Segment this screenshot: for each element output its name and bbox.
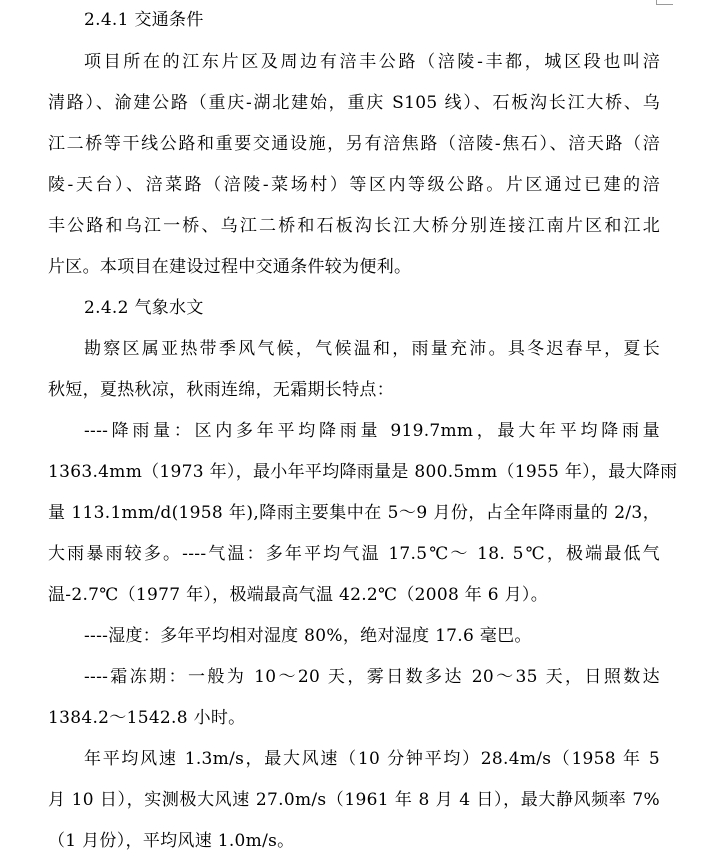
paragraph-line: 项目所在的江东片区及周边有涪丰公路（涪陵-丰都，城区段也叫涪 [84, 52, 660, 72]
paragraph-line: 年平均风速 1.3m/s，最大风速（10 分钟平均）28.4m/s（1958 年 5 [84, 749, 660, 769]
paragraph-line: 片区。本项目在建设过程中交通条件较为便利。 [48, 257, 412, 277]
section-heading-traffic: 2.4.1 交通条件 [84, 10, 204, 30]
paragraph-line: 大雨暴雨较多。----气温：多年平均气温 17.5℃～ 18. 5℃，极端最低气 [48, 544, 660, 564]
paragraph-line: 月 10 日），实测极大风速 27.0m/s（1961 年 8 月 4 日），最大静风频率 7% [48, 790, 660, 810]
paragraph-line: 1384.2～1542.8 小时。 [48, 708, 246, 728]
paragraph-line: 1363.4mm（1973 年），最小年平均降雨量是 800.5mm（1955 年），最大降雨 [48, 462, 678, 482]
paragraph-line: ----降雨量：区内多年平均降雨量 919.7mm，最大年平均降雨量 [84, 421, 660, 441]
section-heading-climate: 2.4.2 气象水文 [84, 298, 204, 318]
paragraph-line: 量 113.1mm/d(1958 年),降雨主要集中在 5～9 月份，占全年降雨量的 2/3， [48, 503, 660, 523]
paragraph-line: 温-2.7℃（1977 年），极端最高气温 42.2℃（2008 年 6 月）。 [48, 585, 549, 605]
paragraph-line: 陵-天台）、涪菜路（涪陵-菜场村）等区内等级公路。片区通过已建的涪 [48, 175, 660, 195]
paragraph-line: 秋短，夏热秋凉，秋雨连绵，无霜期长特点： [48, 380, 394, 400]
paragraph-line: ----湿度：多年平均相对湿度 80%，绝对湿度 17.6 毫巴。 [84, 626, 532, 646]
paragraph-line: 勘察区属亚热带季风气候，气候温和，雨量充沛。具冬迟春早，夏长 [84, 339, 660, 359]
paragraph-line: （1 月份），平均风速 1.0m/s。 [48, 831, 295, 851]
paragraph-line: 江二桥等干线公路和重要交通设施，另有涪焦路（涪陵-焦石）、涪天路（涪 [48, 134, 660, 154]
paragraph-line: 清路）、渝建公路（重庆-湖北建始，重庆 S105 线）、石板沟长江大桥、乌 [48, 93, 660, 113]
paragraph-line: ----霜冻期：一般为 10～20 天，雾日数多达 20～35 天，日照数达 [84, 667, 660, 687]
paragraph-line: 丰公路和乌江一桥、乌江二桥和石板沟长江大桥分别连接江南片区和江北 [48, 216, 660, 236]
